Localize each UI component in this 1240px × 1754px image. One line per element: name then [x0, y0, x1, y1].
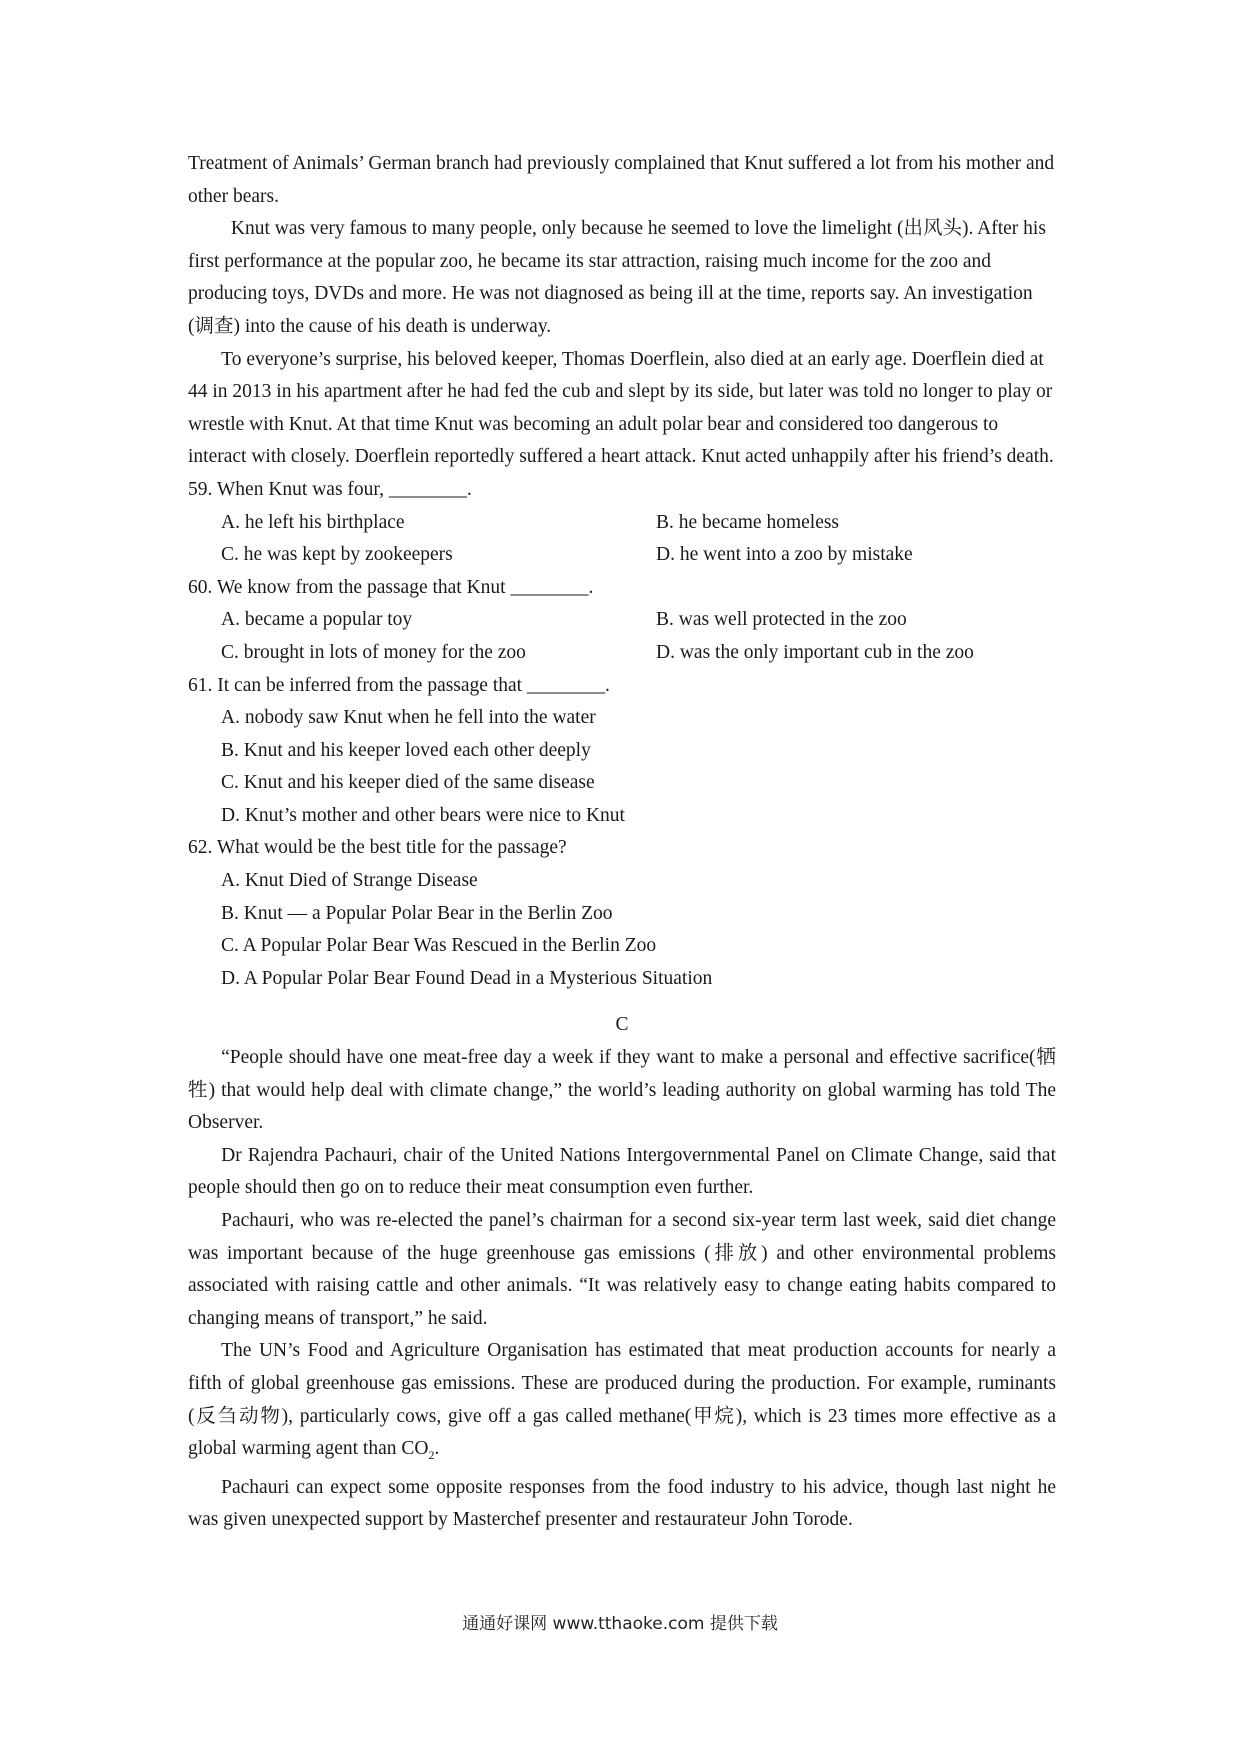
option-row: [188, 539, 1056, 572]
option-b: B. he became homeless: [656, 511, 840, 533]
question-59: [188, 474, 1056, 572]
question-61: [188, 670, 1056, 833]
option-a: A. Knut Died of Strange Disease: [221, 870, 478, 892]
passage-c-paragraph-5: Pachauri can expect some opposite responses from the food industry to his advice, though last night he was given unexpected support by Masterchef presenter and restaurateur John Torode.: [188, 1476, 1056, 1531]
option-b: B. Knut and his keeper loved each other deeply: [221, 739, 591, 761]
passage-b-paragraph-0: Treatment of Animals’ German branch had previously complained that Knut suffered a lot from his mother and other bears.: [188, 153, 1055, 207]
option-a: A. he left his birthplace: [221, 511, 405, 533]
question-62: [188, 832, 1056, 995]
passage-c-paragraph-3: Pachauri, who was re-elected the panel’s chairman for a second six-year term last week, said diet change was important because of the huge greenhouse gas emissions (排放) and other environmental problems associated with raising cattle and other animals. “It was relatively easy to change eating habits compared to changing means of transport,” he said.: [188, 1210, 1056, 1329]
question-stem: 61. It can be inferred from the passage that ________.: [188, 674, 610, 696]
option-c: C. he was kept by zookeepers: [221, 544, 453, 566]
option-row: [188, 507, 1056, 540]
option-d: D. was the only important cub in the zoo: [656, 641, 974, 663]
option-a: A. nobody saw Knut when he fell into the water: [221, 707, 596, 729]
option-row: [188, 604, 1056, 637]
option-a: A. became a popular toy: [221, 609, 413, 631]
page-footer: 通通好课网 www.tthaoke.com 提供下载: [462, 1614, 778, 1634]
question-60: [188, 572, 1056, 670]
question-stem: 62. What would be the best title for the passage?: [188, 837, 567, 859]
option-d: D. Knut’s mother and other bears were nice to Knut: [221, 804, 625, 826]
subscript-text: 2: [428, 1448, 435, 1463]
option-c: C. brought in lots of money for the zoo: [221, 641, 526, 663]
passage-c-paragraph-4: [188, 1335, 1056, 1471]
section-heading: C: [615, 1014, 629, 1036]
option-c: C. Knut and his keeper died of the same disease: [221, 772, 595, 794]
paragraph-end: .: [434, 1438, 440, 1460]
page-content: [188, 148, 1056, 1537]
passage-b-paragraph-2: To everyone’s surprise, his beloved keeper, Thomas Doerflein, also died at an early age. Doerflein died at 44 in 2013 in his apartment after he had fed the cub and slept by its side, but later was told no longer to play or wrestle with Knut. At that time Knut was becoming an adult polar bear and considered too dangerous to interact with closely. Doerflein reportedly suffered a heart attack. Knut acted unhappily after his friend’s death.: [188, 348, 1054, 468]
paragraph-text: The UN’s Food and Agriculture Organisation has estimated that meat production accounts for nearly a fifth of global greenhouse gas emissions. These are produced during the production. For example, ruminants (反刍动物), particularly cows, give off a gas called methane(甲烷), which is 23 times more effective as a global warming agent than CO: [188, 1340, 1056, 1460]
option-b: B. was well protected in the zoo: [656, 609, 907, 631]
passage-c-paragraph-2: Dr Rajendra Pachauri, chair of the United Nations Intergovernmental Panel on Climate Change, said that people should then go on to reduce their meat consumption even further.: [188, 1144, 1056, 1199]
passage-b-paragraph-1: Knut was very famous to many people, only because he seemed to love the limelight (出风头). After his first performance at the popular zoo, he became its star attraction, raising much income for the zoo and producing toys, DVDs and more. He was not diagnosed as being ill at the time, reports say. An investigation (调查) into the cause of his death is underway.: [188, 218, 1046, 337]
option-d: D. he went into a zoo by mistake: [656, 544, 913, 566]
question-stem: 60. We know from the passage that Knut ________.: [188, 576, 594, 598]
option-b: B. Knut — a Popular Polar Bear in the Berlin Zoo: [221, 902, 613, 924]
passage-c-paragraph-1: “People should have one meat-free day a week if they want to make a personal and effective sacrifice(牺牲) that would help deal with climate change,” the world’s leading authority on global warming has told The Observer.: [188, 1047, 1056, 1134]
option-row: [188, 637, 1056, 670]
question-stem: 59. When Knut was four, ________.: [188, 478, 472, 500]
option-d: D. A Popular Polar Bear Found Dead in a Mysterious Situation: [221, 967, 713, 989]
option-c: C. A Popular Polar Bear Was Rescued in the Berlin Zoo: [221, 935, 657, 957]
